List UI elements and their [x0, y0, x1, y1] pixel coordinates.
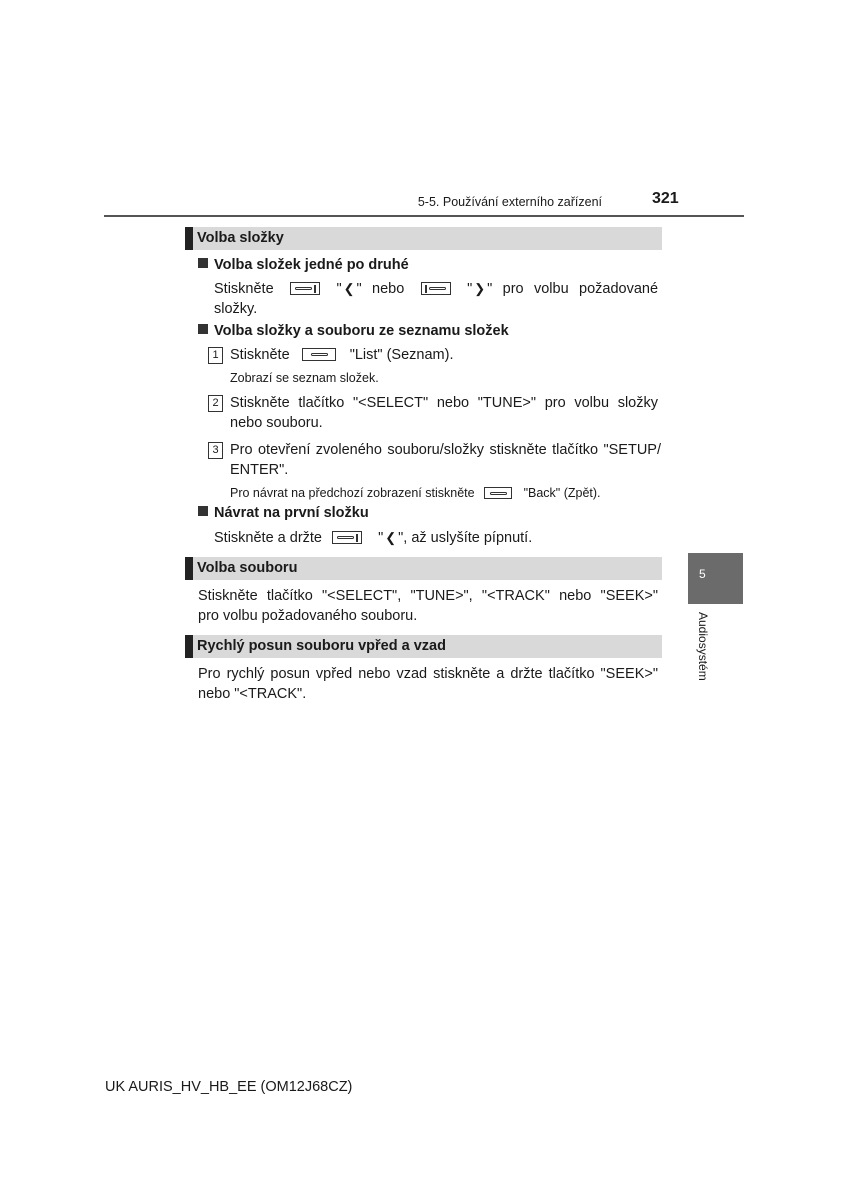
text-fragment: " [378, 530, 384, 546]
section-title-text: Rychlý posun souboru vpřed a vzad [197, 638, 446, 654]
paragraph-line: pro volbu požadovaného souboru. [198, 608, 418, 624]
subheading-text: Volba složek jedné po druhé [214, 257, 409, 273]
footer-code: UK AURIS_HV_HB_EE (OM12J68CZ) [105, 1079, 353, 1095]
bullet-square-icon [198, 324, 208, 334]
text-fragment: " [467, 281, 473, 297]
paragraph-one-by-one [214, 279, 658, 319]
subheading-one-by-one [198, 257, 409, 273]
chevron-left-icon: ❮ [385, 530, 397, 545]
subheading-return-first [198, 505, 369, 521]
step-number-3: 3 [208, 442, 223, 459]
text-fragment: Stiskněte [230, 347, 290, 363]
paragraph-line: Pro rychlý posun vpřed nebo vzad stiskněte a držte tlačítko "SEEK>" [198, 666, 658, 682]
text-fragment: " [336, 281, 342, 297]
section-title-fast [185, 635, 662, 658]
text-fragment: ", až uslyšíte pípnutí. [398, 530, 533, 546]
chevron-left-icon: ❮ [343, 281, 355, 296]
section-title-file [185, 557, 662, 580]
section-title-text: Volba souboru [197, 560, 298, 576]
text-fragment: Pro návrat na předchozí zobrazení stiskněte [230, 486, 475, 500]
paragraph-return-first [214, 528, 532, 548]
text-fragment: "Back" (Zpět). [523, 486, 601, 500]
subheading-from-list [198, 323, 509, 339]
subheading-text: Návrat na první složku [214, 505, 369, 521]
paragraph-line: Stiskněte tlačítko "<SELECT" nebo "TUNE>" pro volbu složky [230, 395, 658, 411]
step-1-note: Zobrazí se seznam složek. [230, 371, 379, 385]
paragraph-line: Pro otevření zvoleného souboru/složky stiskněte tlačítko "SETUP/ [230, 442, 661, 458]
text-fragment: Stiskněte [214, 281, 274, 297]
paragraph-file [198, 586, 658, 626]
step-number-2: 2 [208, 395, 223, 412]
step-2-text [230, 393, 658, 433]
text-fragment: "List" (Seznam). [349, 347, 454, 363]
paragraph-line: nebo "<TRACK". [198, 686, 307, 702]
subheading-text: Volba složky a souboru ze seznamu složek [214, 323, 509, 339]
chapter-title: Audiosystém [696, 612, 710, 681]
paragraph-line: Stiskněte tlačítko "<SELECT", "TUNE>", "<TRACK" nebo "SEEK>" [198, 588, 658, 604]
chevron-right-icon: ❯ [474, 281, 486, 296]
folder-up-button-icon [421, 282, 451, 295]
folder-down-button-icon [290, 282, 320, 295]
step-number-1: 1 [208, 347, 223, 364]
folder-down-button-icon [332, 531, 362, 544]
text-fragment: Stiskněte a držte [214, 530, 322, 546]
list-button-icon [302, 348, 336, 361]
bullet-square-icon [198, 506, 208, 516]
back-button-icon [484, 487, 512, 499]
paragraph-line: složky. [214, 301, 258, 317]
running-header-section: 5-5. Používání externího zařízení [417, 195, 602, 209]
section-title-folder [185, 227, 662, 250]
paragraph-line [214, 279, 658, 299]
section-title-text: Volba složky [197, 230, 284, 246]
step-3-note [230, 486, 601, 500]
chapter-tab [688, 553, 743, 604]
chapter-number: 5 [699, 567, 706, 581]
page-number: 321 [652, 190, 679, 207]
header-rule [104, 215, 744, 217]
bullet-square-icon [198, 258, 208, 268]
step-3-text [230, 440, 661, 480]
paragraph-line: nebo souboru. [230, 415, 323, 431]
step-1-text [230, 345, 453, 365]
text-fragment: " pro volbu požadované [487, 281, 659, 297]
text-fragment: " nebo [356, 281, 405, 297]
paragraph-fast [198, 664, 658, 704]
paragraph-line: ENTER". [230, 462, 289, 478]
